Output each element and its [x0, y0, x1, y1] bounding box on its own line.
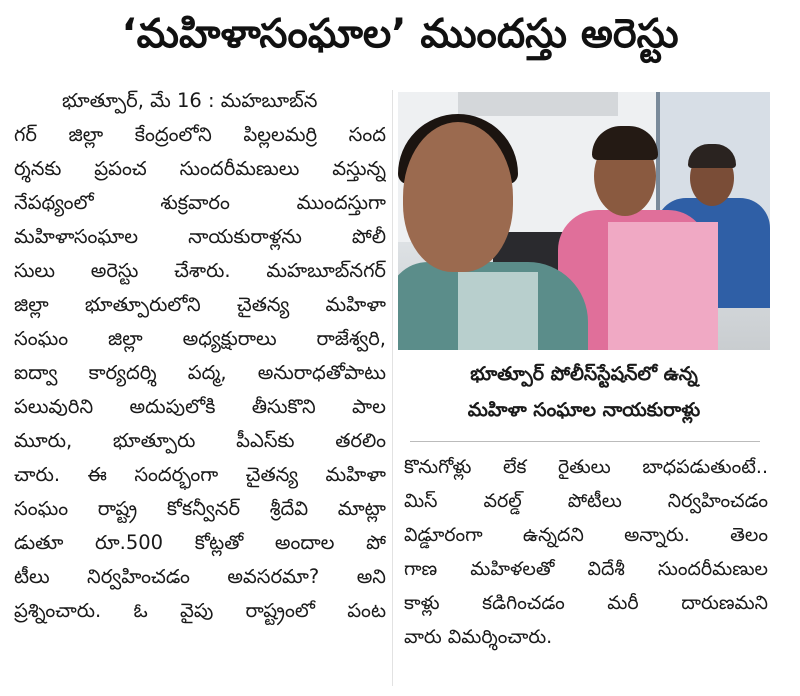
article-line: మూరు, భూత్పూరు పీఎస్‌కు తరలిం	[14, 429, 386, 452]
article-line: గర్ జిల్లా కేంద్రంలోని పిల్లలమర్రి సంద	[14, 123, 386, 146]
caption-line: మహిళా సంఘాల నాయకురాళ్లు	[467, 399, 701, 421]
article-line: ప్రశ్నించారు. ఓ వైపు రాష్ట్రంలో పంట	[14, 599, 386, 622]
article-line: నేపథ్యంలో శుక్రవారం ముందస్తుగా	[14, 191, 386, 214]
article-line: పలువురిని అదుపులోకి తీసుకొని పాల	[14, 395, 386, 418]
article-line: సంఘం రాష్ట్ర కోకన్వీనర్ శ్రీదేవి మాట్లా	[14, 497, 386, 520]
article-right-column	[404, 450, 768, 654]
article-line: కాళ్లు కడిగించడం మరీ దారుణమని	[404, 592, 768, 614]
article-line: మిస్ వరల్డ్ పోటీలు నిర్వహించడం	[404, 490, 768, 512]
article-line: విడ్డూరంగా ఉన్నదని అన్నారు. తెలం	[404, 524, 768, 546]
article-line: ర్శనకు ప్రపంచ సుందరీమణులు వస్తున్న	[14, 157, 386, 180]
headline: ‘మహిళాసంఘాల’ ముందస్తు అరెస్టు	[121, 11, 679, 57]
news-photo	[398, 92, 770, 350]
person-1-dupatta	[458, 272, 538, 350]
article-line: సులు అరెస్టు చేశారు. మహబూబ్‌నగర్	[14, 259, 386, 282]
article-line: టీలు నిర్వహించడం అవసరమా? అని	[14, 565, 386, 588]
article-line: ఐద్వా కార్యదర్శి పద్మ, అనురాధతోపాటు	[14, 361, 386, 384]
photo-caption	[398, 356, 770, 428]
article-line: భూత్పూర్, మే 16 : మహబూబ్‌న	[62, 89, 318, 112]
caption-line: భూత్పూర్ పోలీస్‌స్టేషన్‌లో ఉన్న	[470, 363, 698, 385]
article-line: వారు విమర్శించారు.	[404, 626, 553, 648]
article-line: కొనుగోళ్లు లేక రైతులు బాధపడుతుంటే..	[404, 456, 768, 478]
person-2-saree	[608, 222, 718, 350]
photo-wall-frame	[458, 92, 618, 116]
caption-divider	[410, 441, 760, 442]
article-line: చారు. ఈ సందర్భంగా చైతన్య మహిళా	[14, 463, 386, 486]
article-line: మహిళాసంఘాల నాయకురాళ్లను పోలీ	[14, 225, 386, 248]
article-line: జిల్లా భూత్పూరులోని చైతన్య మహిళా	[14, 293, 386, 316]
article-line: గాణ మహిళలతో విదేశీ సుందరీమణుల	[404, 558, 768, 580]
column-divider	[392, 90, 393, 686]
article-line: సంఘం జిల్లా అధ్యక్షురాలు రాజేశ్వరి,	[14, 327, 386, 350]
article-line: డుతూ రూ.500 కోట్లతో అందాల పో	[14, 531, 386, 554]
article-left-column	[14, 84, 386, 628]
person-1-face	[403, 122, 513, 272]
